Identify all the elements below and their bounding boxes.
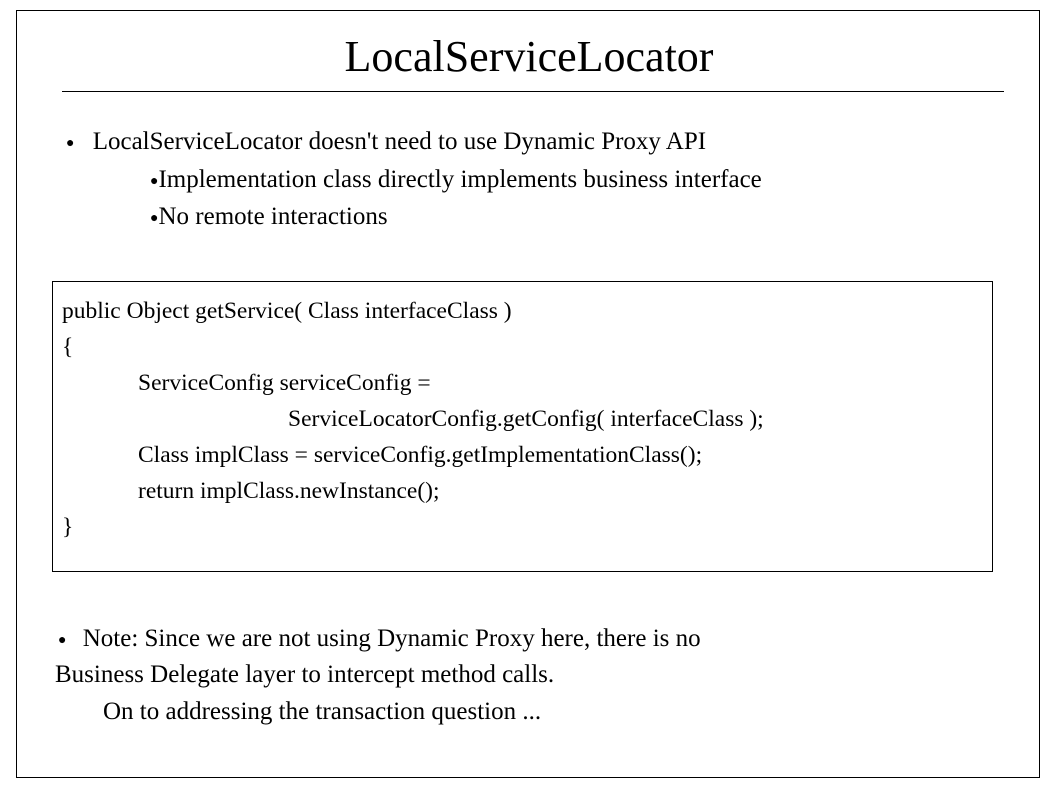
code-line: return implClass.newInstance();: [138, 478, 440, 504]
code-line: Class implClass = serviceConfig.getImplementationClass();: [138, 442, 703, 468]
code-line: {: [62, 334, 74, 360]
note-line-1: [58, 624, 701, 658]
bullet-1a: [150, 165, 762, 199]
title-divider: [62, 91, 1004, 92]
bullet-dot: ●: [150, 211, 159, 226]
bullet-1b-text: No remote interactions: [158, 203, 388, 230]
bullet-1a-text: Implementation class directly implements business interface: [158, 166, 762, 193]
bullet-1: [66, 127, 706, 161]
bullet-dot: ●: [66, 136, 75, 151]
slide-title: LocalServiceLocator: [344, 32, 714, 81]
bullet-dot: ●: [58, 633, 67, 648]
code-line: ServiceLocatorConfig.getConfig( interfaceClass );: [288, 406, 764, 432]
code-line: ServiceConfig serviceConfig =: [138, 370, 431, 396]
bullet-dot: ●: [150, 174, 159, 189]
bullet-1b: [150, 202, 388, 236]
bullet-1-text: LocalServiceLocator doesn't need to use Dynamic Proxy API: [92, 128, 707, 155]
code-line: }: [62, 514, 74, 540]
code-line: public Object getService( Class interfaceClass ): [62, 298, 512, 324]
note-line-3: On to addressing the transaction question ...: [103, 698, 542, 725]
note-line-1-text: Note: Since we are not using Dynamic Proxy here, there is no: [82, 625, 701, 652]
note-line-2: Business Delegate layer to intercept method calls.: [55, 661, 555, 688]
